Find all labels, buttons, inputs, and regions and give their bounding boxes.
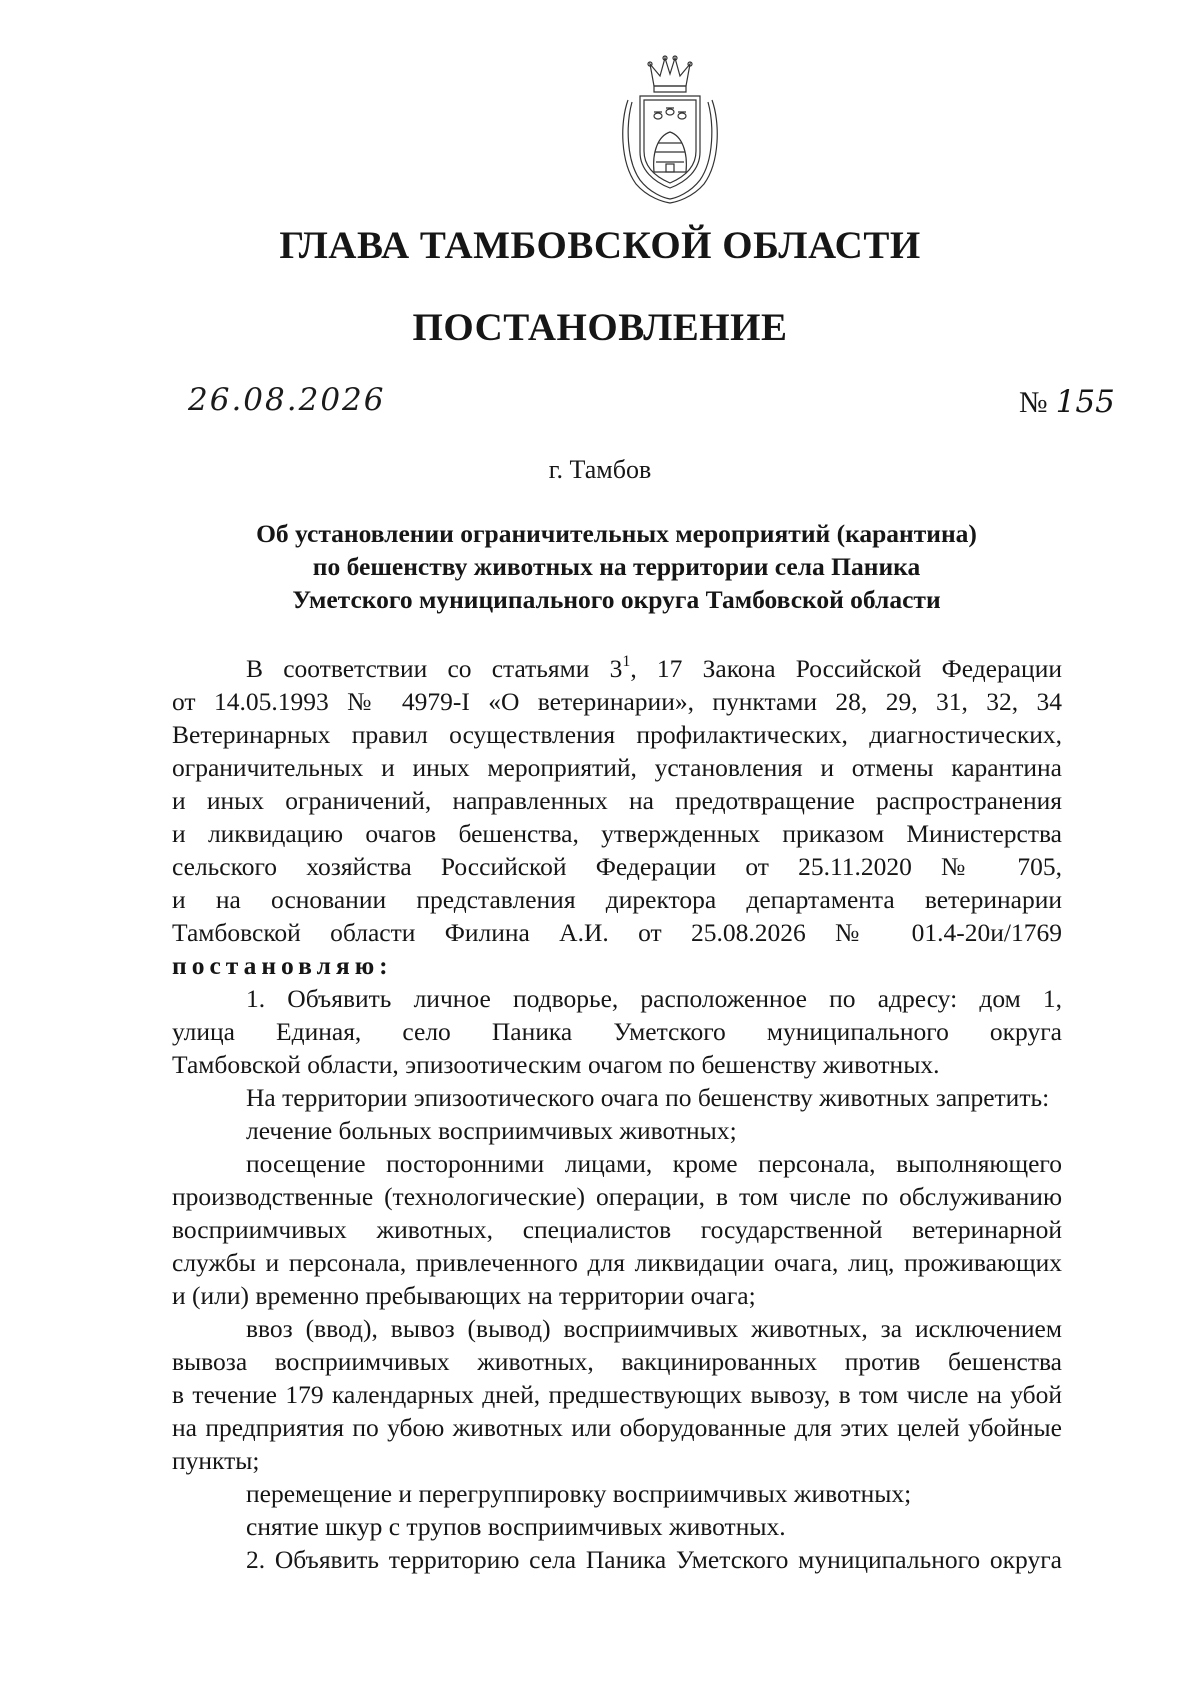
intro-line: и на основании представления директора департамента ветеринарии xyxy=(172,885,1062,914)
document-city: г. Тамбов xyxy=(548,455,652,484)
prohibition-regroup: перемещение и перегруппировку восприимчивых животных; xyxy=(246,1479,912,1508)
organization-title: ГЛАВА ТАМБОВСКОЙ ОБЛАСТИ xyxy=(279,224,921,267)
subject-line: Уметского муниципального округа Тамбовской области xyxy=(292,585,941,614)
subject-line: по бешенству животных на территории села Паника xyxy=(312,552,921,581)
decree-word: постановляю: xyxy=(172,951,393,980)
intro-line: В соответствии со статьями $3^1$, 17 Закона Российской Федерации xyxy=(246,653,1062,683)
number-sign: № xyxy=(1019,386,1048,419)
intro-line: от 14.05.1993 № 4979-I «О ветеринарии», пунктами 28, 29, 31, 32, 34 xyxy=(172,687,1062,716)
intro-line: и иных ограничений, направленных на предотвращение распространения xyxy=(172,786,1062,815)
number-value: 155 xyxy=(1055,384,1115,420)
coat-of-arms-icon xyxy=(618,52,722,204)
prohibition-visits-line: и (или) временно пребывающих на территории очага; xyxy=(172,1281,756,1310)
prohibition-import-line: вывоза восприимчивых животных, вакцинированных против бешенства xyxy=(172,1347,1062,1376)
item2-line: 2. Объявить территорию села Паника Уметского муниципального округа xyxy=(246,1545,1062,1574)
prohibition-skinning: снятие шкур с трупов восприимчивых животных. xyxy=(246,1512,786,1541)
prohibition-import-line: в течение 179 календарных дней, предшествующих вывозу, в том числе на убой xyxy=(172,1380,1062,1409)
prohibition-visits-line: восприимчивых животных, специалистов государственной ветеринарной xyxy=(172,1215,1062,1244)
prohibition-visits-line: производственные (технологические) операции, в том числе по обслуживанию xyxy=(172,1182,1062,1211)
prohibition-intro: На территории эпизоотического очага по бешенству животных запретить: xyxy=(246,1083,1050,1112)
intro-line: Ветеринарных правил осуществления профилактических, диагностических, xyxy=(172,720,1062,749)
item1-line: Тамбовской области, эпизоотическим очагом по бешенству животных. xyxy=(172,1050,940,1079)
prohibition-treatment: лечение больных восприимчивых животных; xyxy=(246,1116,737,1145)
intro-line: и ликвидацию очагов бешенства, утвержденных приказом Министерства xyxy=(172,819,1062,848)
prohibition-import-line: ввоз (ввод), вывоз (вывод) восприимчивых животных, за исключением xyxy=(246,1314,1062,1343)
item1-line: 1. Объявить личное подворье, расположенное по адресу: дом 1, xyxy=(246,984,1062,1013)
prohibition-visits-line: службы и персонала, привлеченного для ликвидации очага, лиц, проживающих xyxy=(172,1248,1062,1277)
intro-line: Тамбовской области Филина А.И. от 25.08.2026 № 01.4-20и/1769 xyxy=(172,918,1062,947)
document-number xyxy=(1019,384,1115,420)
document-date: 26.08.2026 xyxy=(188,382,386,418)
intro-line: сельского хозяйства Российской Федерации от 25.11.2020 № 705, xyxy=(172,852,1062,881)
intro-line: ограничительных и иных мероприятий, установления и отмены карантина xyxy=(172,753,1062,782)
prohibition-import-line: на предприятия по убою животных или оборудованные для этих целей убойные xyxy=(172,1413,1062,1442)
article-superscript: 1 xyxy=(622,653,631,670)
document-subject xyxy=(170,517,1063,616)
prohibition-import-line: пункты; xyxy=(172,1446,260,1475)
prohibition-visits-line: посещение посторонними лицами, кроме персонала, выполняющего xyxy=(246,1149,1062,1178)
item1-line: улица Единая, село Паника Уметского муниципального округа xyxy=(172,1017,1062,1046)
document-body xyxy=(172,652,1062,1576)
subject-line: Об установлении ограничительных мероприятий (карантина) xyxy=(256,519,977,548)
document-type: ПОСТАНОВЛЕНИЕ xyxy=(412,306,788,349)
